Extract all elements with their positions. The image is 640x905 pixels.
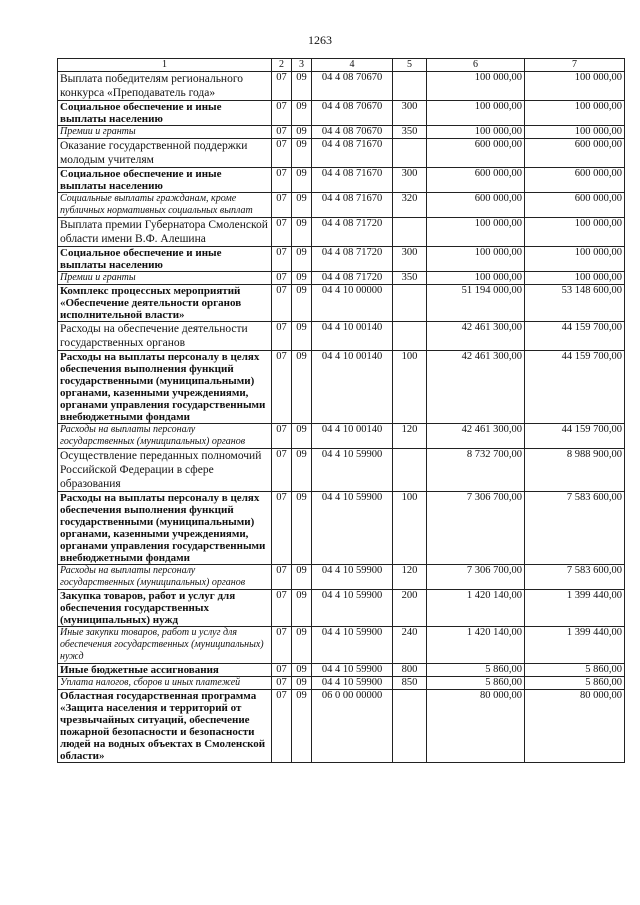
amount-year2-cell: 5 860,00: [525, 664, 625, 677]
row-name-cell: Осуществление переданных полномочий Российской Федерации в сфере образования: [58, 449, 272, 492]
amount-year2-cell: 100 000,00: [525, 101, 625, 126]
target-code-cell: 04 4 08 71670: [312, 139, 393, 168]
target-code-cell: 04 4 10 59900: [312, 492, 393, 565]
row-name-cell: Расходы на выплаты персоналу в целях обеспечения выполнения функций государственными (муниципальными) органами, казенными учреждениями, органами управления государственными внебюджетными фондами: [58, 351, 272, 424]
section-code-cell: 07: [272, 565, 292, 590]
table-row: [58, 449, 625, 492]
table-row: [58, 139, 625, 168]
row-name-cell: Премии и гранты: [58, 126, 272, 139]
section-code-cell: 07: [272, 101, 292, 126]
table-row: [58, 101, 625, 126]
amount-year1-cell: 7 306 700,00: [427, 492, 525, 565]
target-code-cell: 06 0 00 00000: [312, 690, 393, 763]
amount-year1-cell: 42 461 300,00: [427, 424, 525, 449]
subsection-code-cell: 09: [292, 627, 312, 664]
target-code-cell: 04 4 08 71670: [312, 193, 393, 218]
header-cell: 5: [393, 59, 427, 72]
header-cell: 2: [272, 59, 292, 72]
amount-year1-cell: 7 306 700,00: [427, 565, 525, 590]
subsection-code-cell: 09: [292, 322, 312, 351]
budget-table: [57, 58, 625, 763]
section-code-cell: 07: [272, 272, 292, 285]
target-code-cell: 04 4 08 71720: [312, 247, 393, 272]
row-name-cell: Закупка товаров, работ и услуг для обеспечения государственных (муниципальных) нужд: [58, 590, 272, 627]
page-number: 1263: [308, 33, 332, 47]
table-row: [58, 218, 625, 247]
expense-type-cell: [393, 449, 427, 492]
target-code-cell: 04 4 08 71720: [312, 218, 393, 247]
row-name-cell: Комплекс процессных мероприятий «Обеспечение деятельности органов исполнительной власти»: [58, 285, 272, 322]
subsection-code-cell: 09: [292, 690, 312, 763]
amount-year1-cell: 80 000,00: [427, 690, 525, 763]
table-row: [58, 72, 625, 101]
amount-year1-cell: 600 000,00: [427, 168, 525, 193]
row-name-cell: Расходы на выплаты персоналу государственных (муниципальных) органов: [58, 424, 272, 449]
expense-type-cell: 100: [393, 492, 427, 565]
subsection-code-cell: 09: [292, 247, 312, 272]
subsection-code-cell: 09: [292, 168, 312, 193]
amount-year1-cell: 5 860,00: [427, 664, 525, 677]
amount-year1-cell: 100 000,00: [427, 247, 525, 272]
amount-year2-cell: 80 000,00: [525, 690, 625, 763]
row-name-cell: Иные бюджетные ассигнования: [58, 664, 272, 677]
row-name-cell: Областная государственная программа «Защита населения и территорий от чрезвычайных ситуаций, обеспечение пожарной безопасности и безопасности людей на водных объектах в Смоленской области»: [58, 690, 272, 763]
target-code-cell: 04 4 08 71670: [312, 168, 393, 193]
subsection-code-cell: 09: [292, 492, 312, 565]
amount-year1-cell: 100 000,00: [427, 101, 525, 126]
amount-year2-cell: 600 000,00: [525, 139, 625, 168]
amount-year1-cell: 100 000,00: [427, 72, 525, 101]
section-code-cell: 07: [272, 492, 292, 565]
header-cell: 4: [312, 59, 393, 72]
row-name-cell: Социальные выплаты гражданам, кроме публичных нормативных социальных выплат: [58, 193, 272, 218]
target-code-cell: 04 4 08 71720: [312, 272, 393, 285]
section-code-cell: 07: [272, 590, 292, 627]
table-row: [58, 677, 625, 690]
expense-type-cell: [393, 139, 427, 168]
table-row: [58, 322, 625, 351]
subsection-code-cell: 09: [292, 565, 312, 590]
section-code-cell: 07: [272, 168, 292, 193]
target-code-cell: 04 4 08 70670: [312, 72, 393, 101]
target-code-cell: 04 4 10 59900: [312, 677, 393, 690]
target-code-cell: 04 4 10 59900: [312, 449, 393, 492]
amount-year1-cell: 5 860,00: [427, 677, 525, 690]
expense-type-cell: [393, 72, 427, 101]
table-row: [58, 664, 625, 677]
target-code-cell: 04 4 10 00140: [312, 424, 393, 449]
row-name-cell: Выплата победителям регионального конкурса «Преподаватель года»: [58, 72, 272, 101]
section-code-cell: 07: [272, 627, 292, 664]
row-name-cell: Социальное обеспечение и иные выплаты населению: [58, 101, 272, 126]
subsection-code-cell: 09: [292, 126, 312, 139]
amount-year2-cell: 53 148 600,00: [525, 285, 625, 322]
section-code-cell: 07: [272, 677, 292, 690]
table-row: [58, 627, 625, 664]
amount-year1-cell: 42 461 300,00: [427, 351, 525, 424]
subsection-code-cell: 09: [292, 590, 312, 627]
row-name-cell: Премии и гранты: [58, 272, 272, 285]
target-code-cell: 04 4 10 59900: [312, 590, 393, 627]
expense-type-cell: 120: [393, 424, 427, 449]
amount-year2-cell: 8 988 900,00: [525, 449, 625, 492]
subsection-code-cell: 09: [292, 139, 312, 168]
target-code-cell: 04 4 10 00140: [312, 351, 393, 424]
table-row: [58, 565, 625, 590]
amount-year2-cell: 100 000,00: [525, 272, 625, 285]
amount-year2-cell: 100 000,00: [525, 247, 625, 272]
section-code-cell: 07: [272, 449, 292, 492]
subsection-code-cell: 09: [292, 677, 312, 690]
target-code-cell: 04 4 10 00000: [312, 285, 393, 322]
amount-year2-cell: 44 159 700,00: [525, 424, 625, 449]
expense-type-cell: [393, 285, 427, 322]
expense-type-cell: 350: [393, 126, 427, 139]
target-code-cell: 04 4 10 00140: [312, 322, 393, 351]
expense-type-cell: 320: [393, 193, 427, 218]
table-row: [58, 590, 625, 627]
header-cell: 3: [292, 59, 312, 72]
amount-year1-cell: 100 000,00: [427, 126, 525, 139]
row-name-cell: Расходы на выплаты персоналу государственных (муниципальных) органов: [58, 565, 272, 590]
row-name-cell: Оказание государственной поддержки молодым учителям: [58, 139, 272, 168]
subsection-code-cell: 09: [292, 424, 312, 449]
table-row: [58, 351, 625, 424]
header-cell: 7: [525, 59, 625, 72]
row-name-cell: Выплата премии Губернатора Смоленской области имени В.Ф. Алешина: [58, 218, 272, 247]
section-code-cell: 07: [272, 664, 292, 677]
row-name-cell: Социальное обеспечение и иные выплаты населению: [58, 247, 272, 272]
table-row: [58, 492, 625, 565]
table-row: [58, 193, 625, 218]
amount-year1-cell: 600 000,00: [427, 193, 525, 218]
subsection-code-cell: 09: [292, 449, 312, 492]
amount-year1-cell: 51 194 000,00: [427, 285, 525, 322]
header-cell: 6: [427, 59, 525, 72]
section-code-cell: 07: [272, 126, 292, 139]
row-name-cell: Социальное обеспечение и иные выплаты населению: [58, 168, 272, 193]
expense-type-cell: 200: [393, 590, 427, 627]
amount-year2-cell: 100 000,00: [525, 126, 625, 139]
amount-year2-cell: 100 000,00: [525, 218, 625, 247]
amount-year1-cell: 100 000,00: [427, 218, 525, 247]
table-row: [58, 247, 625, 272]
expense-type-cell: 100: [393, 351, 427, 424]
expense-type-cell: 850: [393, 677, 427, 690]
section-code-cell: 07: [272, 72, 292, 101]
section-code-cell: 07: [272, 247, 292, 272]
subsection-code-cell: 09: [292, 285, 312, 322]
subsection-code-cell: 09: [292, 664, 312, 677]
amount-year1-cell: 1 420 140,00: [427, 590, 525, 627]
section-code-cell: 07: [272, 322, 292, 351]
target-code-cell: 04 4 10 59900: [312, 627, 393, 664]
amount-year2-cell: 44 159 700,00: [525, 351, 625, 424]
subsection-code-cell: 09: [292, 193, 312, 218]
amount-year2-cell: 5 860,00: [525, 677, 625, 690]
table-row: [58, 690, 625, 763]
row-name-cell: Уплата налогов, сборов и иных платежей: [58, 677, 272, 690]
row-name-cell: Расходы на выплаты персоналу в целях обеспечения выполнения функций государственными (муниципальными) органами, казенными учреждениями, органами управления государственными внебюджетными фондами: [58, 492, 272, 565]
amount-year1-cell: 100 000,00: [427, 272, 525, 285]
section-code-cell: 07: [272, 139, 292, 168]
subsection-code-cell: 09: [292, 218, 312, 247]
amount-year2-cell: 7 583 600,00: [525, 565, 625, 590]
expense-type-cell: [393, 218, 427, 247]
expense-type-cell: 350: [393, 272, 427, 285]
target-code-cell: 04 4 10 59900: [312, 664, 393, 677]
section-code-cell: 07: [272, 218, 292, 247]
expense-type-cell: 300: [393, 247, 427, 272]
table-row: [58, 126, 625, 139]
amount-year2-cell: 100 000,00: [525, 72, 625, 101]
header-cell: 1: [58, 59, 272, 72]
target-code-cell: 04 4 10 59900: [312, 565, 393, 590]
expense-type-cell: 300: [393, 168, 427, 193]
section-code-cell: 07: [272, 285, 292, 322]
table-row: [58, 272, 625, 285]
subsection-code-cell: 09: [292, 101, 312, 126]
subsection-code-cell: 09: [292, 72, 312, 101]
amount-year2-cell: 1 399 440,00: [525, 627, 625, 664]
amount-year1-cell: 8 732 700,00: [427, 449, 525, 492]
table-row: [58, 168, 625, 193]
section-code-cell: 07: [272, 424, 292, 449]
amount-year2-cell: 600 000,00: [525, 168, 625, 193]
subsection-code-cell: 09: [292, 351, 312, 424]
amount-year2-cell: 1 399 440,00: [525, 590, 625, 627]
subsection-code-cell: 09: [292, 272, 312, 285]
amount-year2-cell: 7 583 600,00: [525, 492, 625, 565]
expense-type-cell: [393, 690, 427, 763]
expense-type-cell: 800: [393, 664, 427, 677]
expense-type-cell: 120: [393, 565, 427, 590]
table-header-row: [58, 59, 625, 72]
amount-year1-cell: 42 461 300,00: [427, 322, 525, 351]
expense-type-cell: 300: [393, 101, 427, 126]
section-code-cell: 07: [272, 193, 292, 218]
target-code-cell: 04 4 08 70670: [312, 126, 393, 139]
expense-type-cell: 240: [393, 627, 427, 664]
section-code-cell: 07: [272, 351, 292, 424]
target-code-cell: 04 4 08 70670: [312, 101, 393, 126]
amount-year2-cell: 600 000,00: [525, 193, 625, 218]
table-row: [58, 285, 625, 322]
row-name-cell: Расходы на обеспечение деятельности государственных органов: [58, 322, 272, 351]
row-name-cell: Иные закупки товаров, работ и услуг для обеспечения государственных (муниципальных) нужд: [58, 627, 272, 664]
amount-year2-cell: 44 159 700,00: [525, 322, 625, 351]
amount-year1-cell: 600 000,00: [427, 139, 525, 168]
expense-type-cell: [393, 322, 427, 351]
section-code-cell: 07: [272, 690, 292, 763]
amount-year1-cell: 1 420 140,00: [427, 627, 525, 664]
table-row: [58, 424, 625, 449]
